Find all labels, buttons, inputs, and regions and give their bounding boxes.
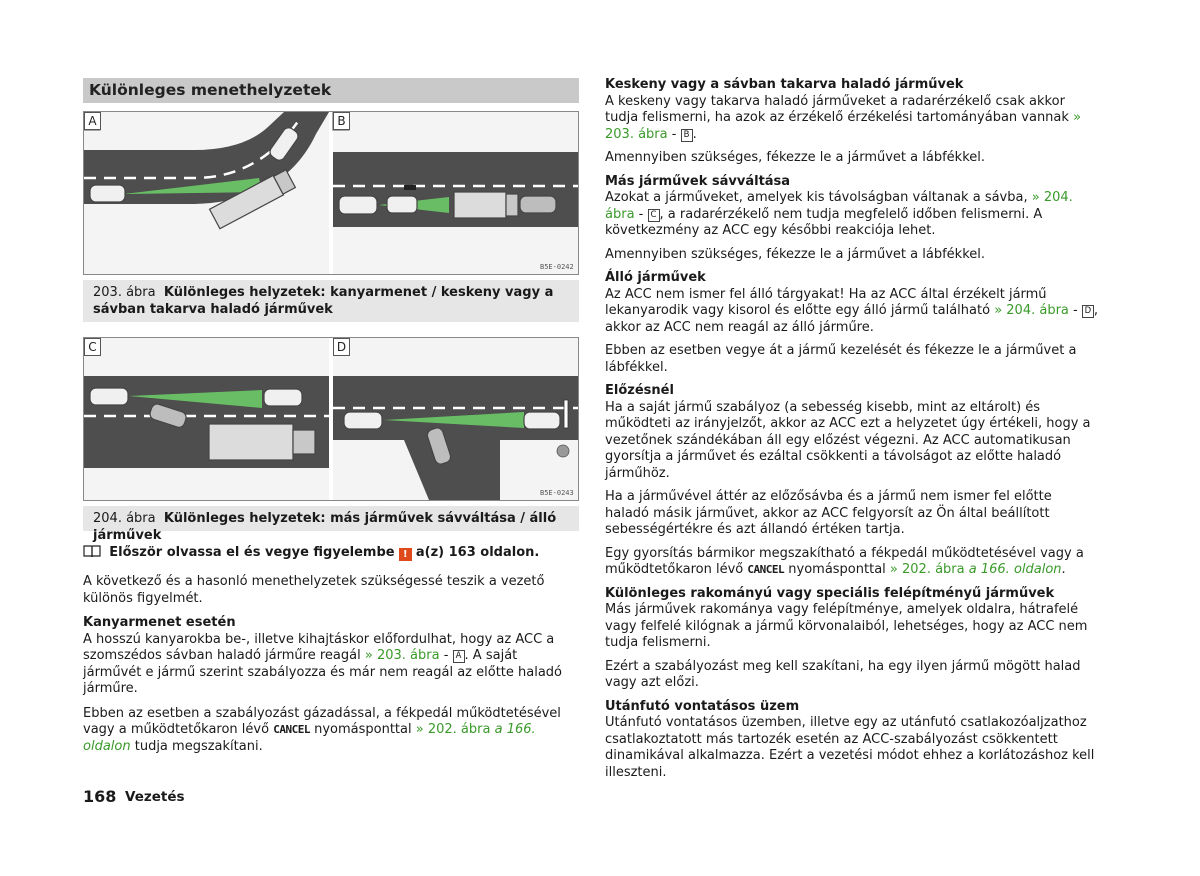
read-note-before: Először olvassa el és vegye figyelembe [109,545,395,560]
figure-link[interactable]: » 202. ábra [415,722,491,737]
narrow-paragraph-1: A keskeny vagy takarva haladó járműveket a radarérzékelő csak akkor tudja felismerni, ha azok az érzékelő érzékelési tartományában vannak » 203. ábra - B . [605,93,1082,142]
panel-ref-c: C [648,209,660,222]
warning-icon: ! [399,548,412,561]
own-car-a [90,185,125,202]
heading-lane-change: Más járművek sávváltása [605,173,791,189]
heading-overtake: Előzésnél [605,383,674,398]
figure-204 [83,337,579,501]
figure-link[interactable]: » 203. ábra [605,110,1082,142]
page-link[interactable]: a 166. oldalon [83,722,536,754]
overtake-paragraph-1: Ha a saját jármű szabályoz (a sebesség kisebb, mint az eltárolt) és működteti az irányjelzőt, akkor az ACC ezt a helyzetet úgy értékeli, hogy a vezetőnek szándékában áll egy előzést végezni. Az ACC automatikusan gyorsítja a járművet és ezáltal csökkenti a távolságot az előtte haladó járműhöz. [605,399,1091,481]
caption-number: 204. ábra [93,511,156,526]
figure-code: B5E-0242 [540,263,574,271]
panel-ref-b: B [681,129,693,142]
cancel-symbol: CANCEL [273,723,310,736]
lane-paragraph-1: Azokat a járműveket, amelyek kis távolságban váltanak a sávba, » 204. ábra - C , a radarérzékelő nem tudja megfelelő időben felismerni. A következmény az ACC egy későbbi reakciója lehet. [605,190,1073,238]
page-number: 168 [83,787,117,806]
heading-narrow: Keskeny vagy a sávban takarva haladó járművek [605,77,964,92]
left-column-text [83,574,579,755]
caption-text: Különleges helyzetek: más járművek sávváltása / álló járművek [93,511,557,543]
panel-ref-d: D [1082,305,1094,318]
panel-label-a: A [84,112,101,130]
panel-label-b: B [333,112,350,130]
cargo-paragraph-1: Más járművek rakománya vagy felépítménye, amelyek oldalra, hátrafelé vagy felfelé kilógnak a jármű körvonalaiból, lehetséges, hogy az ACC nem tudja felismerni. [605,602,1088,650]
figure-link[interactable]: » 203. ábra [364,648,440,663]
cargo-paragraph-2: Ezért a szabályozást meg kell szakítani, ha egy ilyen jármű mögött halad vagy azt előzi. [605,658,1081,690]
caption-text: Különleges helyzetek: kanyarmenet / keskeny vagy a sávban takarva haladó járművek [93,285,554,317]
heading-standing: Álló járművek [605,270,706,285]
figure-link[interactable]: » 204. ábra [994,303,1069,318]
trailer-paragraph-1: Utánfutó vontatásos üzemben, illetve egy az utánfutó csatlakozóaljzathoz csatlakoztatott más tartozék esetén az ACC-szabályozást csökkentett dinamikával alkalmazza. Ezért a vezetési módot ehhez a korlátozáshoz kell illeszteni. [605,715,1095,780]
panel-ref-a: A [453,650,465,663]
heading-cargo: Különleges rakományú vagy speciális felépítményű járművek [605,585,1055,601]
overtake-paragraph-3: Egy gyorsítás bármikor megszakítható a fékpedál működtetésével vagy a működtetőkaron lévő CANCEL nyomásponttal » 202. ábra a 166. oldalon. [605,545,1084,577]
read-note-after: a(z) 163 oldalon. [415,545,540,560]
section-header [83,78,579,103]
panel-label-d: D [333,338,350,356]
section-title: Különleges menethelyzetek [89,81,332,99]
standing-paragraph-2: Ebben az esetben vegye át a jármű kezelését és fékezze le a járművet a lábfékkel. [605,343,1077,375]
intro-paragraph: A következő és a hasonló menethelyzetek szükségessé teszik a vezető különös figyelmét. [83,574,545,606]
cancel-symbol: CANCEL [747,563,785,576]
panel-label-c: C [84,338,101,356]
read-first-note [83,544,579,562]
heading-curve: Kanyarmenet esetén [83,615,236,630]
caption-number: 203. ábra [93,285,156,300]
narrow-paragraph-2: Amennyiben szükséges, fékezze le a járművet a lábfékkel. [605,150,985,165]
figure-203 [83,111,579,275]
lane-paragraph-2: Amennyiben szükséges, fékezze le a járművet a lábfékkel. [605,246,985,262]
standing-paragraph-1: Az ACC nem ismer fel álló tárgyakat! Ha az ACC által érzékelt jármű lekanyarodik vagy kisorol és előtte egy álló jármű található » 204. ábra - D , akkor az ACC nem reagál az álló járműre. [605,286,1099,335]
footer-section: Vezetés [125,789,185,805]
curve-paragraph-1: A hosszú kanyarokba be-, illetve kihajtáskor előfordulhat, hogy az ACC a szomszédos sávban haladó járműre reagál » 203. ábra - A . A saját járművét e jármű szerint szabályozza és már nem reagál az előtte haladó járműre. [83,631,563,696]
curve-paragraph-2: Ebben az esetben a szabályozást gázadással, a fékpedál működtetésével vagy a működtetőkaron lévő CANCEL nyomásponttal » 202. ábra a 166. oldalon tudja megszakítani. [83,705,561,754]
figure-link[interactable]: » 204. ábra [605,190,1073,222]
figure-204-caption [83,506,579,543]
heading-trailer: Utánfutó vontatásos üzem [605,698,800,714]
overtake-paragraph-2: Ha a járművével áttér az előzősávba és a jármű nem ismer fel előtte haladó másik járművet, akkor az ACC felgyorsít az Ön által beállított sebességértékre és azt állandó értéken tartja. [605,489,1052,537]
figure-204-illustration [84,338,578,500]
page-link[interactable]: a 166. oldalon [968,562,1062,577]
figure-link[interactable]: » 202. ábra [889,562,965,577]
book-icon [83,544,101,558]
figure-203-illustration [84,112,578,274]
figure-code: B5E-0243 [540,489,574,497]
right-column-text [605,77,1099,781]
figure-203-caption [83,280,579,322]
